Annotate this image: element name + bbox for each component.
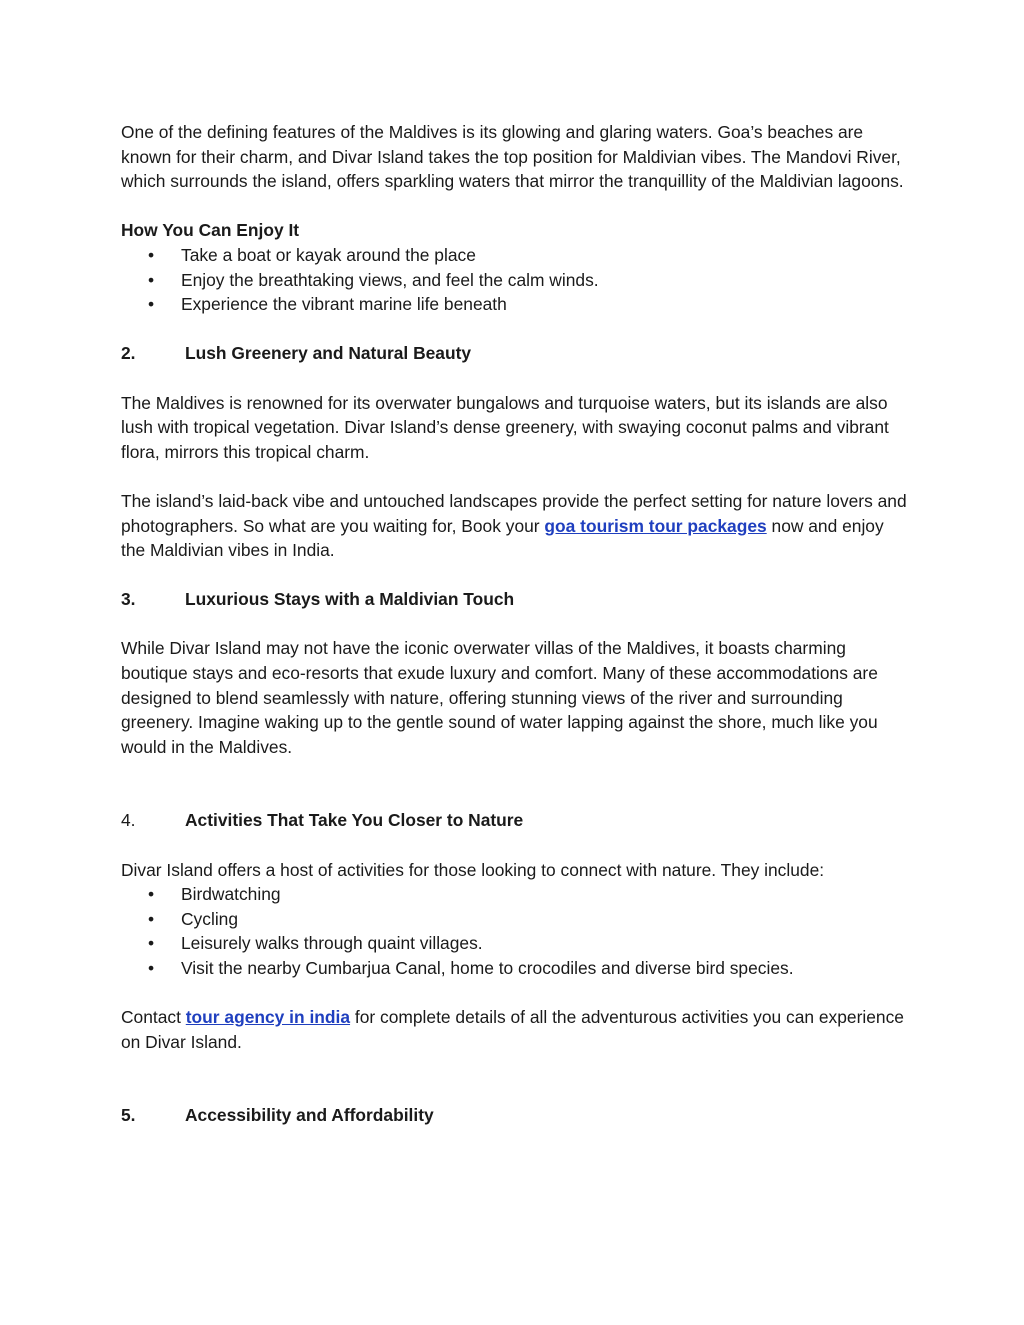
section-number: 3. — [121, 589, 136, 610]
bullet-icon: • — [148, 933, 155, 954]
section-4-heading — [121, 808, 911, 833]
section-2-heading — [121, 341, 911, 366]
list-item: • Take a boat or kayak around the place — [121, 243, 911, 268]
enjoy-heading: How You Can Enjoy It — [121, 220, 300, 241]
list-item: • Leisurely walks through quaint villages. — [121, 931, 911, 956]
bullet-icon: • — [148, 908, 155, 929]
section-title: Lush Greenery and Natural Beauty — [185, 343, 472, 364]
bullet-icon: • — [148, 244, 155, 265]
list-item: • Experience the vibrant marine life beneath — [121, 292, 911, 317]
enjoy-list — [121, 243, 911, 317]
activities-list — [121, 882, 911, 980]
section-title: Accessibility and Affordability — [185, 1105, 434, 1126]
section-4-intro: Divar Island offers a host of activities for those looking to connect with nature. They include: — [121, 859, 825, 880]
section-2-paragraph-2: The island’s laid-back vibe and untouched landscapes provide the perfect setting for nature lovers and photographers. So what are you waiting for, Book your goa tourism tour packages now and enjoy the Maldivian vibes in India. — [121, 490, 907, 561]
bullet-icon: • — [148, 958, 155, 978]
section-3-paragraph: While Divar Island may not have the iconic overwater villas of the Maldives, it boasts charming boutique stays and eco-resorts that exude luxury and comfort. Many of these accommodations are designed to blend seamlessly with nature, offering stunning views of the river and surrounding greenery. Imagine waking up to the gentle sound of water lapping against the shore, much like you would in the Maldives. — [121, 638, 878, 757]
section-title: Activities That Take You Closer to Nature — [185, 810, 524, 831]
list-item: • Visit the nearby Cumbarjua Canal, home to crocodiles and diverse bird species. — [121, 956, 911, 981]
contact-paragraph: Contact tour agency in india for complete details of all the adventurous activities you can experience on Divar Island. — [121, 1007, 904, 1052]
section-5-heading — [121, 1103, 911, 1128]
section-number: 4. — [121, 810, 136, 831]
intro-paragraph: One of the defining features of the Maldives is its glowing and glaring waters. Goa’s beaches are known for their charm, and Divar Island takes the top position for Maldivian vibes. The Mandovi River, which surrounds the island, offers sparkling waters that mirror the tranquillity of the Maldivian lagoons. — [121, 122, 904, 192]
section-number: 5. — [121, 1105, 136, 1126]
tour-agency-link[interactable]: tour agency in india — [185, 1007, 351, 1028]
bullet-icon: • — [148, 884, 155, 905]
list-item: • Cycling — [121, 907, 911, 932]
section-2-paragraph-1: The Maldives is renowned for its overwater bungalows and turquoise waters, but its islands are also lush with tropical vegetation. Divar Island’s dense greenery, with swaying coconut palms and vibrant flora, mirrors this tropical charm. — [121, 392, 889, 462]
section-number: 2. — [121, 343, 136, 364]
goa-tour-packages-link[interactable]: goa tourism tour packages — [544, 515, 767, 536]
list-item: • Enjoy the breathtaking views, and feel the calm winds. — [121, 268, 911, 293]
section-title: Luxurious Stays with a Maldivian Touch — [185, 589, 515, 610]
bullet-icon: • — [148, 294, 155, 315]
document-page — [121, 120, 911, 1128]
bullet-icon: • — [148, 269, 155, 290]
list-item: • Birdwatching — [121, 882, 911, 907]
section-3-heading — [121, 587, 911, 612]
